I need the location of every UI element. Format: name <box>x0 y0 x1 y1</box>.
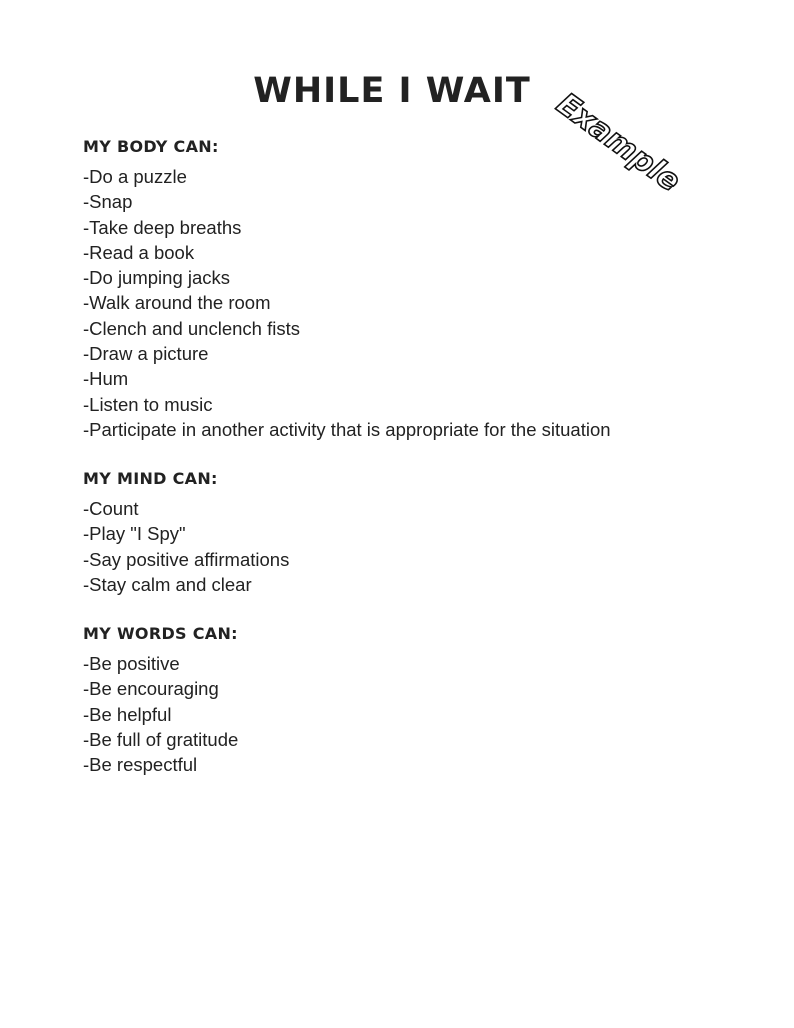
list-item: -Listen to music <box>83 393 213 415</box>
section-my-body <box>83 137 763 442</box>
list-item: -Take deep breaths <box>83 216 242 238</box>
list-item: -Participate in another activity that is appropriate for the situation <box>83 418 611 440</box>
mind-item-list <box>83 496 763 597</box>
list-item: -Draw a picture <box>83 343 209 365</box>
list-item: -Be encouraging <box>83 678 219 700</box>
list-item: -Say positive affirmations <box>83 548 290 570</box>
list-item: -Snap <box>83 191 133 213</box>
section-my-mind <box>83 469 763 597</box>
words-item-list <box>83 651 763 777</box>
section-my-words <box>83 624 763 777</box>
list-item: -Be full of gratitude <box>83 728 239 750</box>
list-item: -Be helpful <box>83 703 172 725</box>
list-item: -Stay calm and clear <box>83 573 252 595</box>
body-item-list <box>83 164 763 442</box>
list-item: -Walk around the room <box>83 292 271 314</box>
list-item: -Do a puzzle <box>83 166 187 187</box>
example-stamp: Example <box>550 86 687 200</box>
list-item: -Play "I Spy" <box>83 523 186 545</box>
list-item: -Hum <box>83 368 129 390</box>
page-title: WHILE I WAIT <box>253 71 531 111</box>
list-item: -Clench and unclench fists <box>83 317 300 339</box>
list-item: -Do jumping jacks <box>83 267 231 289</box>
list-item: -Count <box>83 498 139 519</box>
list-item: -Be respectful <box>83 754 198 776</box>
list-item: -Be positive <box>83 653 180 674</box>
section-heading-body: MY BODY CAN: <box>83 137 219 156</box>
list-item: -Read a book <box>83 241 195 263</box>
section-heading-words: MY WORDS CAN: <box>83 624 238 643</box>
section-heading-mind: MY MIND CAN: <box>83 469 218 488</box>
